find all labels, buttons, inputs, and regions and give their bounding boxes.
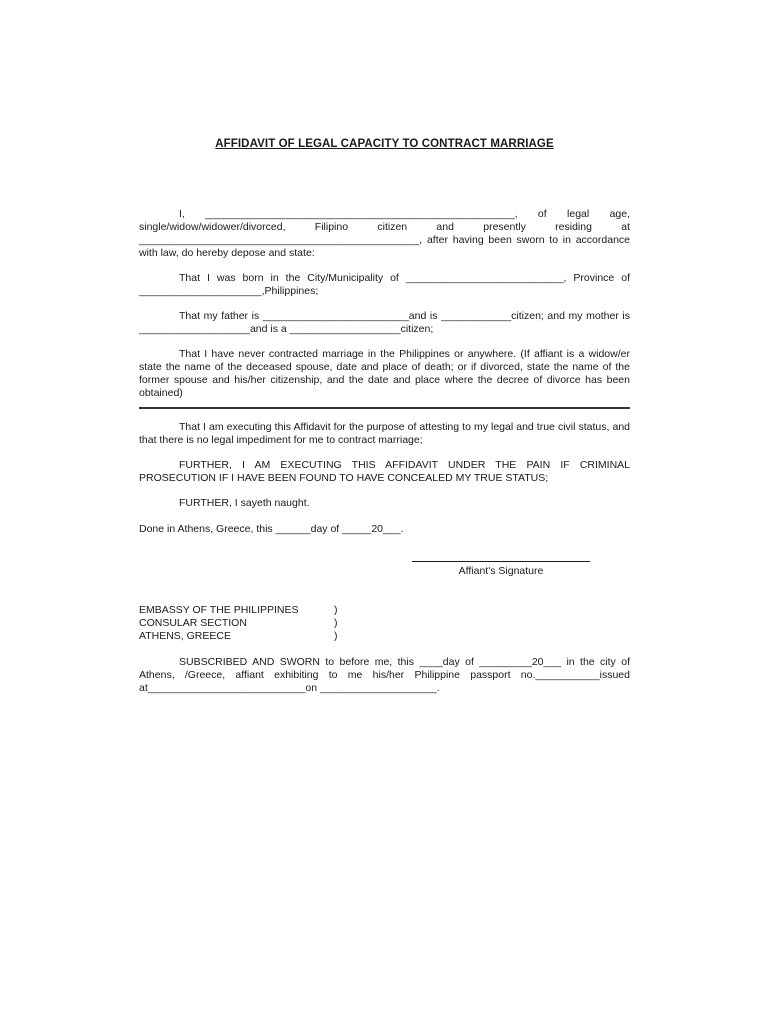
embassy-row [139, 617, 630, 630]
signature-line [412, 561, 590, 562]
parents-paragraph: That my father is _________________________and is ____________citizen; and my mother is ___________________and is a ___________________citizen; [139, 310, 630, 335]
birthplace-paragraph: That I was born in the City/Municipality of ___________________________, Province of _____________________,Philippines; [139, 272, 630, 297]
signature-block [412, 561, 590, 578]
marital-status-paragraph: That I have never contracted marriage in the Philippines or anywhere. (If affiant is a widow/er state the name of the deceased spouse, date and place of death; or if divorced, state the name of the former spouse and his/her citizenship, and the date and place where the decree of divorce has been obtained) [139, 348, 630, 399]
embassy-name: EMBASSY OF THE PHILIPPINES [139, 604, 299, 616]
done-date-line: Done in Athens, Greece, this ______day of _____20___. [139, 523, 404, 535]
embassy-row [139, 630, 630, 643]
document-title: AFFIDAVIT OF LEGAL CAPACITY TO CONTRACT MARRIAGE [215, 138, 554, 150]
embassy-location: ATHENS, GREECE [139, 630, 231, 642]
section-divider [139, 407, 630, 409]
further-penalty-paragraph: FURTHER, I AM EXECUTING THIS AFFIDAVIT UNDER THE PAIN IF CRIMINAL PROSECUTION IF I HAVE BEEN FOUND TO HAVE CONCEALED MY TRUE STATUS; [139, 459, 630, 484]
jurat-paragraph: SUBSCRIBED AND SWORN to before me, this ____day of _________20___ in the city of Athens, /Greece, affiant exhibiting to me his/her Philippine passport no.___________issued at___________________________on ____________________. [139, 656, 630, 694]
embassy-paren: ) [334, 630, 338, 642]
intro-paragraph: I, _____________________________________________________, of legal age, single/widow/widower/divorced, Filipino citizen and presently residing at ________________________________________________, after having been sworn to in accordance with law, do hereby depose and state: [139, 208, 630, 259]
embassy-row [139, 604, 630, 617]
consular-section: CONSULAR SECTION [139, 617, 247, 629]
embassy-paren: ) [334, 617, 338, 629]
affidavit-page [139, 138, 630, 695]
embassy-paren: ) [334, 604, 338, 616]
embassy-header [139, 604, 630, 643]
further-naught-paragraph: FURTHER, I sayeth naught. [179, 497, 310, 509]
signature-label: Affiant's Signature [458, 565, 544, 577]
purpose-paragraph: That I am executing this Affidavit for the purpose of attesting to my legal and true civil status, and that there is no legal impediment for me to contract marriage; [139, 421, 630, 446]
